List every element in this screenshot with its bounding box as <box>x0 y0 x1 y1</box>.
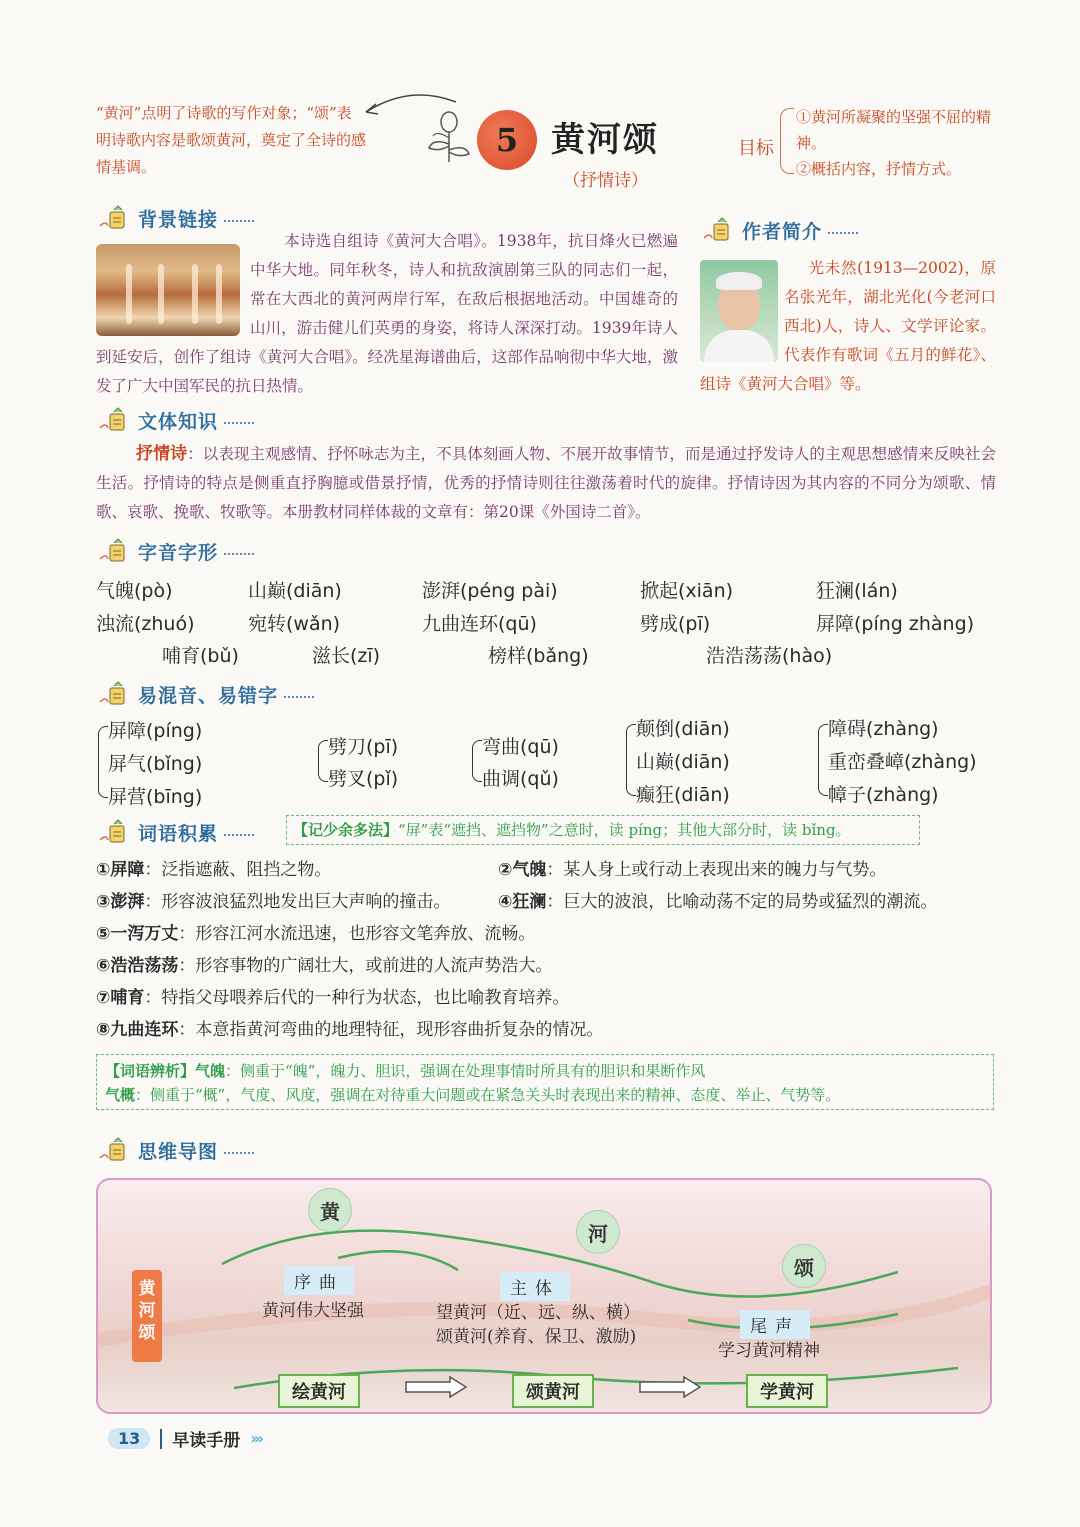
pencil-book-icon <box>96 680 136 708</box>
mind-map-box: 绘黄河 <box>278 1374 360 1408</box>
photo-spacer <box>96 227 250 337</box>
section-title: 作者简介 <box>742 220 823 243</box>
vocab-item <box>96 982 569 1014</box>
footer-divider <box>160 1429 162 1449</box>
confusable-word: 屏营(bīng) <box>108 786 203 808</box>
pencil-book-icon <box>96 406 136 434</box>
confusable-word: 山巅(diān) <box>636 751 730 773</box>
genre-term: 抒情诗 <box>136 444 188 464</box>
lesson-number-badge: 5 <box>477 110 537 170</box>
vocab-word: ④狂澜 <box>498 892 547 912</box>
section-title: 字音字形 <box>138 541 219 564</box>
vocab-def: ：巨大的波浪，比喻动荡不定的局势或猛烈的潮流。 <box>546 892 938 912</box>
section-heading-mindmap <box>96 1136 254 1164</box>
analysis-line <box>105 1059 985 1083</box>
goal-brace <box>780 108 794 174</box>
analysis-line <box>105 1083 985 1107</box>
lead-note: “黄河”点明了诗歌的写作对象；“颂”表明诗歌内容是歌颂黄河，奠定了全诗的感情基调。 <box>96 104 367 176</box>
pinyin-word: 澎湃(péng pài) <box>422 580 558 602</box>
analysis-word: 气概 <box>105 1086 136 1104</box>
vocab-item <box>96 854 331 886</box>
pinyin-word: 滋长(zī) <box>312 645 381 667</box>
vocab-word: ⑤一泻万丈 <box>96 924 179 944</box>
section-divider <box>224 1146 254 1154</box>
mind-map-circle: 颂 <box>782 1244 826 1288</box>
goal-label: 目标 <box>738 138 774 159</box>
lotus-icon <box>425 108 473 164</box>
section-divider <box>284 690 314 698</box>
mind-map-tag: 序曲 <box>284 1266 354 1295</box>
lesson-title-block <box>425 104 725 194</box>
section-heading-genre <box>96 406 254 434</box>
section-divider <box>224 828 254 836</box>
goal-item: ①黄河所凝聚的坚强不屈的精神。 <box>796 108 992 152</box>
mind-map-text: 颂黄河(养育、保卫、激励) <box>436 1327 637 1347</box>
vocab-word: ⑧九曲连环 <box>96 1020 179 1040</box>
pinyin-word: 掀起(xiān) <box>640 580 734 602</box>
memory-tip-box <box>286 815 920 845</box>
confusable-group <box>318 730 458 800</box>
pinyin-word: 狂澜(lán) <box>816 580 898 602</box>
vocab-def: ：某人身上或行动上表现出来的魄力与气势。 <box>546 860 887 880</box>
vocab-word: ⑦哺育 <box>96 988 145 1008</box>
genre-paragraph <box>96 440 996 527</box>
section-heading-author <box>700 216 858 244</box>
confusable-group <box>626 712 786 812</box>
vocab-word: ③澎湃 <box>96 892 145 912</box>
pencil-book-icon <box>700 216 740 244</box>
genre-label: （抒情诗） <box>563 171 648 191</box>
pinyin-word: 浩浩荡荡(hào) <box>706 645 833 667</box>
vocab-def: ：泛指遮蔽、阻挡之物。 <box>144 860 332 880</box>
pinyin-word: 哺育(bǔ) <box>162 645 239 667</box>
section-heading-pronunciation <box>96 537 254 565</box>
mind-map-box: 颂黄河 <box>512 1374 594 1408</box>
confusable-word: 曲调(qǔ) <box>482 768 559 790</box>
section-heading-vocabulary <box>96 818 254 846</box>
page-footer <box>108 1426 261 1451</box>
mind-map-side-label: 黄河颂 <box>132 1270 162 1362</box>
vocab-word: ⑥浩浩荡荡 <box>96 956 179 976</box>
pinyin-word: 宛转(wǎn) <box>248 613 341 635</box>
confusable-group <box>818 712 998 812</box>
vocab-item <box>96 1014 603 1046</box>
vocab-item <box>96 886 450 918</box>
mind-map-circle: 黄 <box>308 1188 352 1232</box>
group-brace <box>626 724 636 796</box>
section-title: 词语积累 <box>138 822 219 845</box>
confusable-word: 重峦叠嶂(zhàng) <box>828 751 977 773</box>
vocab-word: ①屏障 <box>96 860 145 880</box>
mind-map <box>96 1178 992 1414</box>
page-number: 13 <box>108 1428 150 1449</box>
confusable-word: 癫狂(diān) <box>636 784 730 806</box>
pencil-book-icon <box>96 1136 136 1164</box>
vocab-item <box>498 854 886 886</box>
confusable-word: 劈刀(pī) <box>328 736 399 758</box>
confusable-word: 幛子(zhàng) <box>828 784 939 806</box>
mind-map-box: 学黄河 <box>746 1374 828 1408</box>
pinyin-word: 浊流(zhuó) <box>96 613 195 635</box>
confusable-word: 障碍(zhàng) <box>828 718 939 740</box>
group-brace <box>318 740 328 782</box>
analysis-tag: 【词语辨析】 <box>105 1062 196 1080</box>
confusable-word: 屏障(píng) <box>108 720 203 742</box>
mind-map-text: 黄河伟大坚强 <box>262 1301 364 1321</box>
section-divider <box>224 214 254 222</box>
group-brace <box>98 726 108 798</box>
group-brace <box>472 740 482 782</box>
mind-map-text: 望黄河（近、远、纵、横） <box>436 1303 640 1323</box>
vocab-def: ：特指父母喂养后代的一种行为状态，也比喻教育培养。 <box>144 988 570 1008</box>
mind-map-tag: 主体 <box>500 1272 570 1301</box>
section-heading-confusables <box>96 680 314 708</box>
analysis-word: 气魄 <box>195 1062 226 1080</box>
right-arrow-icon <box>404 1376 470 1398</box>
confusable-word: 弯曲(qū) <box>482 736 559 758</box>
tip-tag: 【记少余多法】 <box>293 821 399 839</box>
chevron-right-icon: ››› <box>250 1429 262 1448</box>
vocab-def: ：形容波浪猛烈地发出巨大声响的撞击。 <box>144 892 451 912</box>
section-divider <box>828 226 858 234</box>
confusable-word: 颠倒(diān) <box>636 718 730 740</box>
vocab-word: ②气魄 <box>498 860 547 880</box>
mind-map-text: 学习黄河精神 <box>718 1341 820 1361</box>
confusable-word: 屏气(bǐng) <box>108 753 203 775</box>
pinyin-word: 屏障(píng zhàng) <box>816 613 975 635</box>
vocab-item <box>498 886 937 918</box>
author-paragraph <box>700 254 996 399</box>
section-divider <box>224 547 254 555</box>
page-title: 黄河颂 <box>551 120 659 160</box>
mind-map-circle: 河 <box>576 1210 620 1254</box>
vocab-def: ：形容江河水流迅速，也形容文笔奔放、流畅。 <box>178 924 536 944</box>
analysis-text: ：侧重于“概”，气度、风度，强调在对待重大问题或在紧急关头时表现出来的精神、态度、举止、气势等。 <box>135 1086 841 1104</box>
word-analysis-box <box>96 1054 994 1110</box>
confusable-group <box>472 730 612 800</box>
tip-text: “屏”表“遮挡、遮挡物”之意时，读 píng；其他大部分时，读 bǐng。 <box>398 821 851 839</box>
photo-spacer <box>700 254 784 366</box>
book-title: 早读手册 <box>172 1431 241 1451</box>
author-text: 光未然(1913—2002)，原名张光年，湖北光化(今老河口西北)人，诗人、文学评论家。代表作有歌词《五月的鲜花》、组诗《黄河大合唱》等。 <box>700 259 996 393</box>
pinyin-word: 九曲连环(qū) <box>422 613 537 635</box>
confusable-word: 劈叉(pǐ) <box>328 768 399 790</box>
pencil-book-icon <box>96 537 136 565</box>
section-title: 文体知识 <box>138 410 219 433</box>
right-arrow-icon <box>638 1376 704 1398</box>
vocab-def: ：形容事物的广阔壮大，或前进的人流声势浩大。 <box>178 956 553 976</box>
confusable-group <box>98 714 298 814</box>
section-title: 背景链接 <box>138 208 219 231</box>
mind-map-tag: 尾声 <box>740 1310 810 1339</box>
goals-list <box>796 104 996 182</box>
vocab-def: ：本意指黄河弯曲的地理特征，现形容曲折复杂的情况。 <box>178 1020 604 1040</box>
background-text: 本诗选自组诗《黄河大合唱》。1938年，抗日烽火已燃遍中华大地。同年秋冬，诗人和抗敌演剧第三队的同志们一起，常在大西北的黄河两岸行军，在敌后根据地活动。中国雄奇的山川，游击健儿们英勇的身姿，将诗人深深打动。1939年诗人到延安后，创作了组诗《黄河大合唱》。经冼星海谱曲后，这部作品响彻中华大地，激发了广大中国军民的抗日热情。 <box>96 232 678 395</box>
pinyin-word: 榜样(bǎng) <box>488 645 589 667</box>
analysis-text: ：侧重于“魄”，魄力、胆识，强调在处理事情时所具有的胆识和果断作风 <box>225 1062 706 1080</box>
section-title: 易混音、易错字 <box>138 684 279 707</box>
pinyin-word: 劈成(pī) <box>640 613 711 635</box>
background-paragraph <box>96 227 678 401</box>
section-title: 思维导图 <box>138 1140 219 1163</box>
genre-text: ：以表现主观感情、抒怀咏志为主，不具体刻画人物、不展开故事情节，而是通过抒发诗人的主观思想感情来反映社会生活。抒情诗的特点是侧重直抒胸臆或借景抒情，优秀的抒情诗则往往激荡着时代的旋律。抒情诗因为其内容的不同分为颂歌、情歌、哀歌、挽歌、牧歌等。本册教材同样体裁的文章有：第20课《外国诗二首》。 <box>96 445 996 521</box>
group-brace <box>818 724 828 796</box>
section-divider <box>224 416 254 424</box>
vocab-item <box>96 918 535 950</box>
pinyin-word: 山巅(diān) <box>248 580 342 602</box>
goal-item: ②概括内容，抒情方式。 <box>796 160 962 178</box>
vocab-item <box>96 950 552 982</box>
pinyin-word: 气魄(pò) <box>96 580 173 602</box>
pencil-book-icon <box>96 818 136 846</box>
